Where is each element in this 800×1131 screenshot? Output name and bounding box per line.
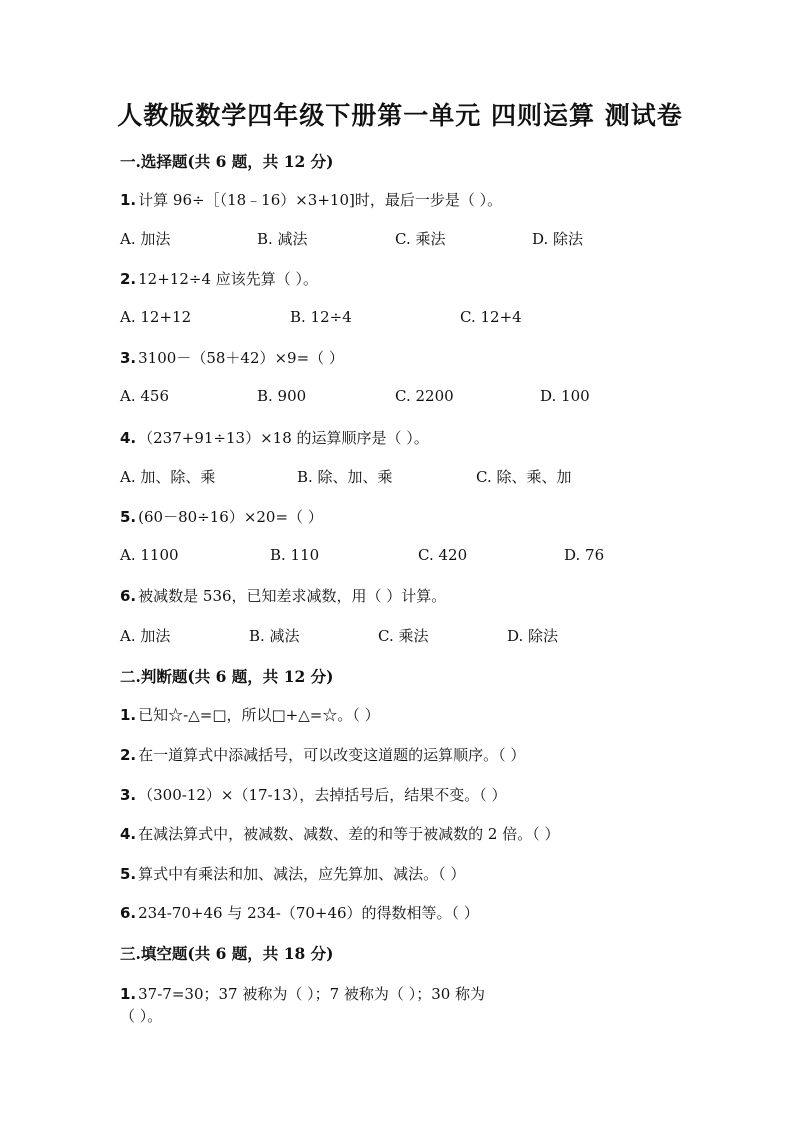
judge-question-2 (120, 744, 525, 765)
option-b: B. 110 (270, 546, 320, 564)
question-text: 算式中有乘法和加、减法，应先算加、减法。（ ） (138, 865, 466, 883)
judge-question-5 (120, 863, 465, 884)
option-b: B. 12÷4 (290, 308, 352, 326)
question-number: 5. (120, 508, 137, 526)
question-text: 已知☆-△=□，所以□+△=☆。（ ） (138, 706, 380, 724)
page-title: 人教版数学四年级下册第一单元 四则运算 测试卷 (117, 101, 683, 130)
question-6 (120, 585, 446, 606)
question-text-line1: 37-7=30；37 被称为（ ）；7 被称为（ ）；30 称为 (138, 985, 486, 1003)
option-a: A. 12+12 (120, 308, 192, 326)
option-a: A. 1100 (120, 546, 179, 564)
question-number: 1. (120, 191, 137, 209)
judge-question-6 (120, 902, 479, 923)
option-d: D. 100 (540, 387, 590, 405)
option-a: A. 456 (120, 387, 169, 405)
question-number: 1. (120, 985, 137, 1003)
option-b: B. 减法 (249, 627, 300, 645)
question-text: 计算 96÷［（18﹣16）×3+10]时，最后一步是（ ）。 (138, 191, 503, 209)
judge-question-1 (120, 704, 380, 725)
question-number: 4. (120, 825, 137, 843)
question-2 (120, 268, 318, 289)
question-text: 在减法算式中，被减数、减数、差的和等于被减数的 2 倍。（ ） (138, 825, 560, 843)
judge-question-4 (120, 823, 560, 844)
option-c: C. 420 (418, 546, 468, 564)
fill-question-1-continuation: （ ）。 (120, 1007, 163, 1025)
section-heading-true-false: 二.判断题(共 6 题，共 12 分) (120, 667, 334, 686)
question-text: 在一道算式中添减括号，可以改变这道题的运算顺序。（ ） (138, 746, 526, 764)
question-text: 被减数是 536，已知差求减数，用（ ）计算。 (138, 587, 447, 605)
option-c: C. 乘法 (395, 230, 446, 248)
question-text: 12+12÷4 应该先算（ ）。 (138, 270, 319, 288)
option-a: A. 加法 (120, 230, 171, 248)
question-number: 3. (120, 349, 137, 367)
question-3 (120, 347, 344, 368)
question-text: （300-12）×（17-13），去掉括号后，结果不变。（ ） (138, 786, 507, 804)
option-a: A. 加、除、乘 (120, 468, 216, 486)
question-number: 6. (120, 904, 137, 922)
option-c: C. 2200 (395, 387, 454, 405)
judge-question-3 (120, 784, 507, 805)
question-number: 6. (120, 587, 137, 605)
section-heading-multiple-choice: 一.选择题(共 6 题，共 12 分) (120, 152, 334, 171)
option-c: C. 除、乘、加 (476, 468, 572, 486)
question-text: 234-70+46 与 234-（70+46）的得数相等。（ ） (138, 904, 479, 922)
question-4 (120, 427, 429, 448)
question-number: 3. (120, 786, 137, 804)
question-number: 4. (120, 429, 137, 447)
option-b: B. 除、加、乘 (297, 468, 393, 486)
option-c: C. 乘法 (378, 627, 429, 645)
question-number: 2. (120, 746, 137, 764)
question-1 (120, 189, 502, 210)
option-c: C. 12+4 (460, 308, 522, 326)
question-5 (120, 506, 323, 527)
option-b: B. 减法 (257, 230, 308, 248)
fill-question-1 (120, 983, 485, 1004)
question-text: 3100－（58＋42）×9=（ ） (138, 349, 344, 367)
option-d: D. 除法 (507, 627, 559, 645)
question-number: 2. (120, 270, 137, 288)
option-a: A. 加法 (120, 627, 171, 645)
question-text: （237+91÷13）×18 的运算顺序是（ ）。 (138, 429, 429, 447)
question-number: 1. (120, 706, 137, 724)
option-d: D. 除法 (532, 230, 584, 248)
option-b: B. 900 (257, 387, 307, 405)
question-number: 5. (120, 865, 137, 883)
question-text: (60－80÷16）×20=（ ） (138, 508, 323, 526)
option-d: D. 76 (564, 546, 605, 564)
section-heading-fill-blank: 三.填空题(共 6 题，共 18 分) (120, 944, 334, 963)
